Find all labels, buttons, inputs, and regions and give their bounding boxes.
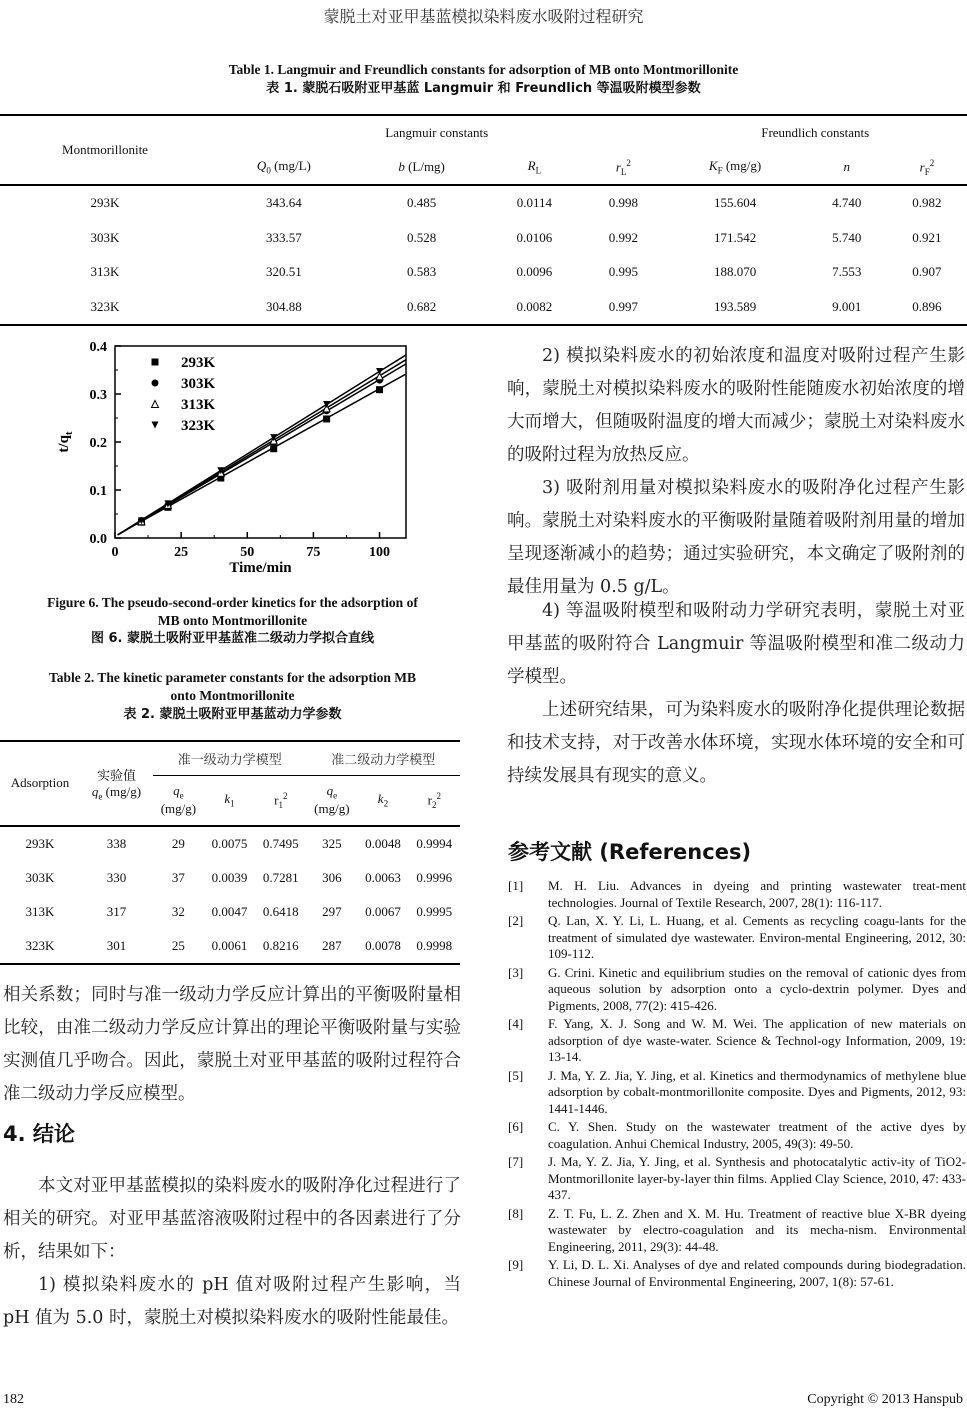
reference-item — [508, 1068, 966, 1118]
table1-cell: 0.998 — [608, 195, 638, 211]
table2-cell: 297 — [322, 903, 342, 919]
table2-row — [0, 895, 460, 929]
table2-cell: 317 — [106, 903, 127, 919]
table2-cell: 0.0078 — [365, 937, 401, 953]
table1-col-header-unit: (mg/L) — [270, 158, 311, 174]
legend-label: 313K — [181, 397, 216, 413]
table2-cell: 0.0061 — [211, 937, 248, 953]
table2-col-subscript: e — [179, 791, 184, 802]
legend-label: 293K — [181, 355, 216, 371]
left-paragraph-continued: 相关系数；同时与准一级动力学反应计算出的平衡吸附量相比较，由准二级动力学反应计算出的理论平衡吸附量与实验实测值几乎吻合。因此，蒙脱土对亚甲基蓝的吸附过程符合准二级动力学反应模型。 — [3, 985, 461, 1104]
table2-col-subscript: 1 — [278, 799, 283, 810]
legend-marker-293K — [152, 359, 159, 366]
table1-cell: 0.682 — [406, 298, 437, 314]
running-head: 蒙脱土对亚甲基蓝模拟染料废水吸附过程研究 — [323, 9, 644, 26]
table1-cell: 0.907 — [912, 264, 942, 280]
page-number: 182 — [3, 1392, 24, 1407]
table2-cell: 313K — [25, 903, 55, 919]
table2-group-first-order: 准一级动力学模型 — [153, 741, 306, 776]
table1-col-header-subscript: F — [717, 165, 723, 176]
reference-text: J. Ma, Y. Z. Jia, Y. Jing, et al. Kinetics and thermodynamics of methylene blue adsorption by cobalt-montmorillonite composite. Dyes and Pigments, 2012, 93: 1441-1446. — [548, 1067, 966, 1116]
table1-cell: 4.740 — [832, 195, 862, 211]
table1-cell: 0.921 — [912, 229, 942, 245]
table1-col-header — [358, 150, 486, 185]
x-tick-label: 0 — [111, 545, 119, 560]
table2-col-unit: (mg/g) — [160, 801, 197, 817]
table2-col-subscript: 1 — [230, 799, 235, 810]
table2-col-unit: (mg/g) — [314, 801, 350, 817]
reference-number: [9] — [508, 1257, 524, 1272]
reference-text: Q. Lan, X. Y. Li, L. Huang, et al. Cements as recycling coagu-lants for the treatment of simulated dye wastewater. Environ-mental Engineering, 2012, 30: 109-112. — [548, 913, 966, 961]
figure6-caption-en-1: Figure 6. The pseudo-second-order kinetics for the adsorption of — [47, 595, 418, 610]
table2-cell: 0.0047 — [211, 903, 248, 919]
references-heading: 参考文献 (References) — [508, 840, 752, 864]
reference-item — [508, 913, 966, 963]
table1-row — [0, 255, 967, 290]
y-tick-label: 0.3 — [89, 388, 107, 403]
table1-col-header-symbol: r — [919, 158, 925, 174]
table1-cell: 0.0114 — [516, 195, 552, 211]
data-point-293K — [376, 386, 383, 393]
table2-col-exp-sub: e — [98, 791, 103, 802]
reference-number: [4] — [508, 1016, 524, 1031]
reference-text: Z. T. Fu, L. Z. Zhen and X. M. Hu. Treatment of reactive blue X-BR dyeing wastewater by electro-coagulation and its mecha-nism. Environmental Engineering, 2011, 29(3): 44-48. — [548, 1205, 966, 1254]
table2-cell: 32 — [171, 903, 185, 919]
table1-cell: 7.553 — [832, 264, 862, 280]
x-tick-label: 100 — [369, 545, 391, 560]
table1-cell: 5.740 — [832, 229, 862, 245]
figure6-caption-cn: 图 6. 蒙脱土吸附亚甲基蓝准二级动力学拟合直线 — [90, 631, 375, 646]
reference-number: [7] — [508, 1154, 524, 1169]
table2-cell: 301 — [106, 937, 127, 953]
y-tick-label: 0.1 — [89, 484, 107, 499]
table2-row — [0, 826, 460, 861]
legend-marker-323K — [152, 422, 159, 429]
table2-col-exp-sym: q — [91, 783, 99, 799]
reference-item — [508, 1206, 966, 1256]
table2-cell: 323K — [25, 937, 55, 953]
table2-col-experimental — [80, 741, 153, 826]
conclusion-point-3: 3) 吸附剂用量对模拟染料废水的吸附净化过程产生影响。蒙脱土对染料废水的平衡吸附量随着吸附剂用量的增加呈现逐渐减小的趋势；通过实验研究，本文确定了吸附剂的最佳用量为 0.5 g/L。 — [507, 478, 965, 597]
conclusion-point-1: 1) 模拟染料废水的 pH 值对吸附过程产生影响，当 pH 值为 5.0 时，蒙脱土对模拟染料废水的吸附性能最佳。 — [3, 1275, 461, 1328]
table1-col-header-symbol: b — [398, 159, 405, 174]
table1-cell: 0.995 — [608, 264, 638, 280]
table1-col-header-symbol: R — [527, 158, 536, 174]
table2-col-exp-unit: (mg/g) — [102, 783, 142, 799]
table2-col-superscript: 2 — [282, 790, 288, 801]
table2-cell: 0.9996 — [416, 869, 453, 885]
table2-col-header — [153, 776, 204, 826]
copyright: Copyright © 2013 Hanspub — [807, 1392, 963, 1407]
fit-line-323K — [118, 355, 406, 535]
table2-cell: 37 — [171, 869, 185, 885]
table1-cell: 155.604 — [713, 195, 757, 211]
table1-cell: 293K — [90, 195, 120, 211]
table1-col-header — [485, 150, 583, 185]
table2-cell: 0.0039 — [211, 869, 248, 885]
table1-cell: 0.0106 — [516, 229, 553, 245]
table2-cell: 0.9995 — [416, 903, 453, 919]
x-tick-label: 25 — [174, 545, 189, 560]
table1-col-header — [583, 150, 663, 185]
reference-item — [508, 878, 966, 911]
table1-cell: 171.542 — [713, 229, 757, 245]
table1-col-header — [210, 150, 358, 185]
table1-row-header: Montmorillonite — [62, 142, 148, 157]
table2-col-symbol: r — [427, 792, 432, 808]
y-tick-label: 0.2 — [89, 436, 107, 451]
y-axis-label-subscript: t — [63, 431, 75, 436]
table2-group-second-order: 准二级动力学模型 — [306, 741, 460, 776]
table2-col-symbol: q — [173, 783, 180, 799]
table1-col-header-symbol: Q — [256, 158, 267, 174]
figure6-caption-en-2: MB onto Montmorillonite — [157, 613, 308, 628]
y-tick-label: 0.4 — [89, 340, 107, 355]
table1-caption-en: Table 1. Langmuir and Freundlich constants for adsorption of MB onto Montmorillonite — [228, 62, 739, 77]
table1-caption-cn: 表 1. 蒙脱石吸附亚甲基蓝 Langmuir 和 Freundlich 等温吸附模型参数 — [266, 81, 701, 96]
table2-col-symbol: r — [274, 792, 279, 808]
table1-cell: 304.88 — [266, 298, 302, 314]
table2-col-symbol: k — [224, 791, 231, 807]
kinetics-chart — [40, 330, 420, 580]
reference-number: [8] — [508, 1205, 524, 1221]
table2-cell: 287 — [322, 937, 342, 953]
table1-col-header — [663, 150, 806, 185]
reference-text: Y. Li, D. L. Xi. Analyses of dye and related compounds during biodegradation. Chinese Journal of Environmental Engineering, 2007, 1(8): 57-61. — [548, 1257, 966, 1289]
table2-cell: 0.9998 — [416, 937, 453, 953]
table2-col-header — [255, 776, 306, 826]
table1-cell: 0.982 — [912, 195, 942, 211]
table1-col-header-symbol: K — [708, 158, 718, 174]
table2-col-subscript: 2 — [383, 799, 389, 810]
conclusion-point-2: 2) 模拟染料废水的初始浓度和温度对吸附过程产生影响，蒙脱土对模拟染料废水的吸附性能随废水初始浓度的增大而增大，但随吸附温度的增大而减少；蒙脱土对染料废水的吸附过程为放热反应。 — [507, 346, 965, 465]
table1-cell: 193.589 — [713, 298, 757, 314]
table1-group-langmuir: Langmuir constants — [385, 125, 489, 140]
table1-cell: 0.992 — [608, 229, 638, 245]
table1-col-header-symbol: r — [615, 158, 621, 174]
table2-cell: 29 — [171, 835, 185, 851]
legend-marker-313K — [152, 401, 159, 408]
table1-row — [0, 221, 967, 256]
table2 — [0, 740, 460, 965]
section-heading-conclusion: 4. 结论 — [3, 1122, 75, 1146]
table2-cell: 330 — [106, 869, 127, 885]
table1-col-header-unit: (L/mg) — [404, 159, 445, 174]
table2-col-adsorption: Adsorption — [10, 775, 70, 791]
table2-cell: 306 — [322, 869, 342, 885]
data-point-293K — [323, 415, 330, 422]
x-tick-label: 50 — [240, 545, 255, 560]
table2-cell: 338 — [106, 835, 127, 851]
table2-cell: 0.0067 — [365, 903, 401, 919]
legend-label: 303K — [181, 376, 216, 392]
y-tick-label: 0.0 — [89, 532, 107, 547]
reference-number: [2] — [508, 913, 524, 928]
table2-cell: 303K — [25, 869, 55, 885]
table2-col-header — [357, 776, 408, 826]
table1-col-header-superscript: 2 — [626, 157, 631, 168]
table1-cell: 313K — [90, 264, 120, 280]
table1-cell: 9.001 — [832, 298, 862, 314]
table2-cell: 293K — [25, 835, 55, 851]
table1-col-header-subscript: 0 — [266, 165, 271, 176]
table2-row — [0, 861, 460, 895]
conclusion-point-4: 4) 等温吸附模型和吸附动力学研究表明，蒙脱土对亚甲基蓝的吸附符合 Langmuir 等温吸附模型和准二级动力学模型。 — [507, 601, 965, 687]
table1-cell: 320.51 — [266, 264, 302, 280]
legend-marker-303K — [152, 380, 159, 387]
x-axis-label: Time/min — [229, 560, 292, 576]
reference-number: [3] — [508, 964, 524, 980]
references-list — [508, 878, 966, 1292]
table1-col-header — [807, 150, 887, 185]
table1-col-header-subscript: L — [620, 166, 627, 177]
table2-col-subscript: 2 — [431, 799, 437, 810]
table2-cell: 0.7495 — [262, 835, 299, 851]
table2-col-header — [409, 776, 460, 826]
table1-cell: 303K — [90, 229, 120, 245]
reference-item — [508, 1257, 966, 1290]
table2-caption-cn: 表 2. 蒙脱土吸附亚甲基蓝动力学参数 — [123, 707, 342, 722]
table2-cell: 0.0048 — [365, 835, 401, 851]
legend-label: 323K — [181, 418, 216, 434]
reference-text: G. Crini. Kinetic and equilibrium studies on the removal of cationic dyes from aqueous solution by adsorption onto a cyclo-dextrin polymer. Dyes and Pigments, 2008, 77(2): 415-426. — [548, 964, 966, 1013]
y-axis-label: $t/q_t$ — [56, 431, 75, 453]
table1-cell: 0.0082 — [516, 298, 553, 314]
table2-cell: 0.0075 — [211, 835, 248, 851]
reference-item — [508, 1154, 966, 1204]
table1-group-freundlich: Freundlich constants — [761, 125, 870, 140]
table1-col-header-unit: (mg/g) — [722, 158, 762, 174]
table1-col-header-symbol: n — [843, 159, 851, 174]
table1-cell: 0.485 — [406, 195, 437, 211]
table1-row — [0, 185, 967, 221]
table2-col-header — [204, 776, 255, 826]
table2-col-superscript: 2 — [436, 790, 441, 801]
table1-cell: 343.64 — [266, 195, 302, 211]
reference-text: F. Yang, X. J. Song and W. M. Wei. The application of new materials on adsorption of dye waste-water. Science & Technol-ogy Information, 2009, 19: 13-14. — [548, 1016, 966, 1064]
x-tick-label: 75 — [306, 545, 321, 560]
table2-caption-en-1: Table 2. The kinetic parameter constants for the adsorption MB — [48, 670, 416, 685]
table1-cell: 0.583 — [406, 264, 437, 280]
table2-row — [0, 929, 460, 964]
reference-number: [6] — [508, 1119, 524, 1134]
fit-line-293K — [118, 374, 406, 535]
table2-caption-en-2: onto Montmorillonite — [170, 688, 295, 703]
reference-text: C. Y. Shen. Study on the wastewater treatment of the active dyes by coagulation. Anhui Chemical Industry, 2005, 49(3): 49-50. — [548, 1119, 966, 1151]
table1-cell: 188.070 — [713, 264, 757, 280]
table1-cell: 0.528 — [406, 229, 437, 245]
table1-cell: 0.0096 — [516, 264, 553, 280]
table2-col-header — [306, 776, 357, 826]
conclusion-summary: 上述研究结果，可为染料废水的吸附净化提供理论数据和技术支持，对于改善水体环境，实现水体环境的安全和可持续发展具有现实的意义。 — [507, 700, 965, 786]
reference-text: J. Ma, Y. Z. Jia, Y. Jing, et al. Synthesis and photocatalytic activ-ity of TiO2-Montmorillonite layer-by-layer thin films. Applied Clay Science, 2010, 47: 433-437. — [548, 1154, 966, 1202]
table2-cell: 0.8216 — [262, 937, 299, 953]
table1-col-header — [887, 150, 967, 185]
table1-cell: 0.997 — [608, 298, 638, 314]
table2-cell: 0.9994 — [416, 835, 453, 851]
table2-col-symbol: q — [326, 783, 334, 799]
conclusion-intro: 本文对亚甲基蓝模拟的染料废水的吸附净化过程进行了相关的研究。对亚甲基蓝溶液吸附过程中的各因素进行了分析，结果如下： — [3, 1176, 461, 1262]
table1-cell: 333.57 — [266, 229, 302, 245]
table1 — [0, 114, 967, 326]
table2-cell: 325 — [322, 835, 342, 851]
table2-cell: 0.0063 — [365, 869, 401, 885]
table1-cell: 0.896 — [912, 298, 942, 314]
table2-cell: 0.6418 — [262, 903, 299, 919]
table1-col-header-subscript: F — [924, 166, 930, 177]
table1-row — [0, 290, 967, 326]
table2-col-exp-cn: 实验值 — [96, 767, 136, 783]
table1-col-header-subscript: L — [535, 165, 542, 176]
reference-text: M. H. Liu. Advances in dyeing and printing wastewater treat-ment technologies. Journal of Textile Research, 2007, 28(1): 116-117. — [548, 878, 966, 910]
table1-col-header-superscript: 2 — [929, 157, 935, 168]
table2-col-subscript: e — [333, 791, 338, 802]
reference-number: [1] — [508, 878, 524, 893]
table1-cell: 323K — [90, 298, 120, 314]
reference-item — [508, 965, 966, 1015]
reference-item — [508, 1119, 966, 1152]
table2-col-symbol: k — [377, 791, 384, 807]
reference-number: [5] — [508, 1067, 524, 1083]
table2-cell: 0.7281 — [262, 869, 299, 885]
reference-item — [508, 1016, 966, 1066]
table2-cell: 25 — [171, 937, 185, 953]
